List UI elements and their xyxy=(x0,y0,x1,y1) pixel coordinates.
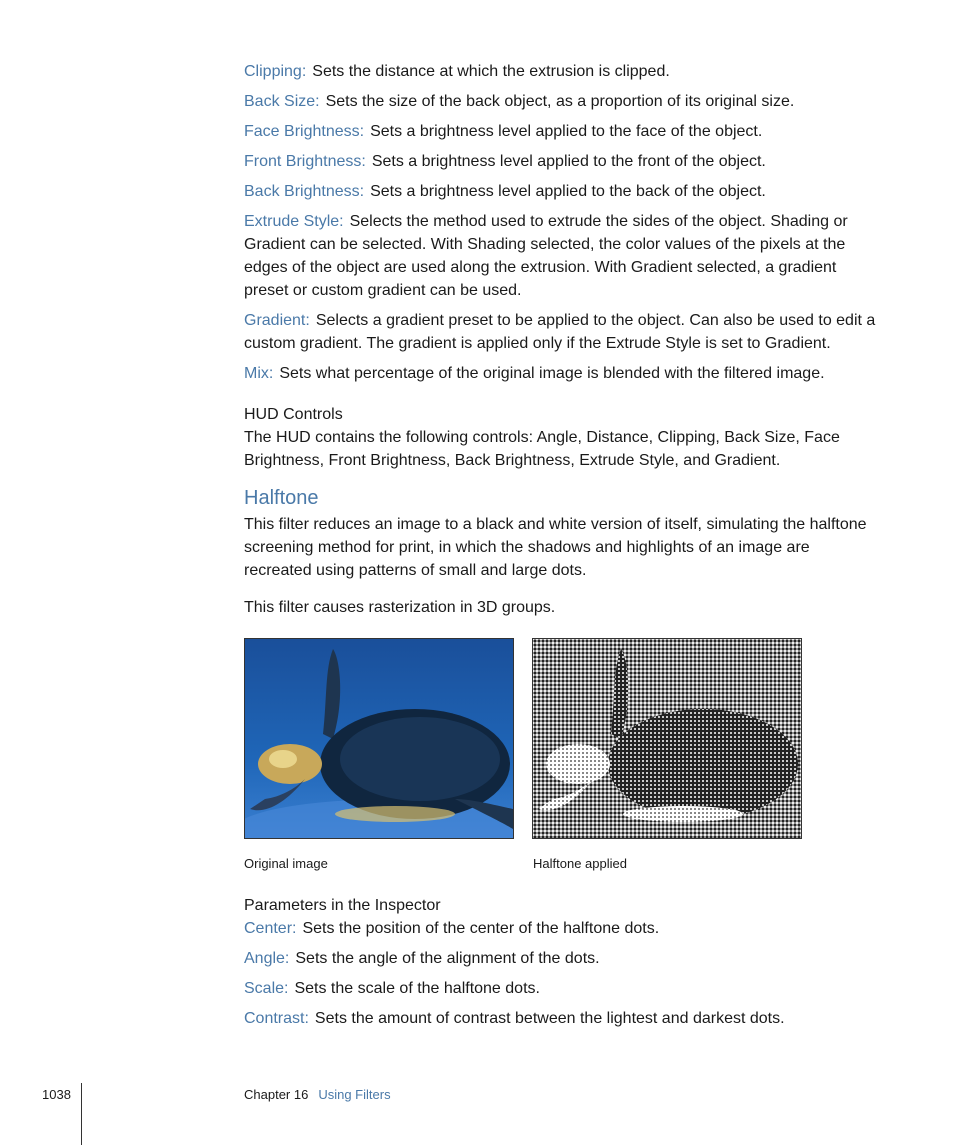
turtle-photo xyxy=(245,639,513,838)
footer-divider xyxy=(81,1083,82,1145)
param-term: Scale: xyxy=(244,980,289,997)
param-back-brightness xyxy=(244,180,876,203)
param-term: Face Brightness: xyxy=(244,123,365,140)
param-front-brightness xyxy=(244,150,876,173)
param-desc: Sets what percentage of the original image is blended with the filtered image. xyxy=(279,365,825,382)
param-desc: Sets the distance at which the extrusion is clipped. xyxy=(312,63,670,80)
inspector-heading: Parameters in the Inspector xyxy=(244,897,441,914)
param-desc: Sets the position of the center of the halftone dots. xyxy=(302,920,660,937)
param-term: Clipping: xyxy=(244,63,307,80)
param-center xyxy=(244,917,876,940)
param-term: Extrude Style: xyxy=(244,213,344,230)
param-gradient xyxy=(244,309,876,355)
param-desc: Sets a brightness level applied to the face of the object. xyxy=(370,123,763,140)
param-term: Angle: xyxy=(244,950,290,967)
hud-text: The HUD contains the following controls: Angle, Distance, Clipping, Back Size, Face Brightness, Front Brightness, Back Brightness, Extrude Style, and Gradient. xyxy=(244,429,840,469)
param-desc: Sets the scale of the halftone dots. xyxy=(294,980,540,997)
param-desc: Sets the angle of the alignment of the dots. xyxy=(295,950,600,967)
hud-heading: HUD Controls xyxy=(244,406,343,423)
halftone-photo xyxy=(533,639,801,838)
param-desc: Selects a gradient preset to be applied to the object. Can also be used to edit a custom gradient. The gradient is applied only if the Extrude Style is set to Gradient. xyxy=(244,312,876,352)
chapter-label: Chapter 16 xyxy=(244,1087,309,1102)
halftone-turtle-image xyxy=(532,638,802,839)
caption-original: Original image xyxy=(244,856,328,871)
param-mix xyxy=(244,362,876,385)
inspector-parameters xyxy=(244,894,876,1037)
param-contrast xyxy=(244,1007,876,1030)
param-term: Back Size: xyxy=(244,93,320,110)
chapter-title-link[interactable]: Using Filters xyxy=(318,1087,391,1102)
param-back-size xyxy=(244,90,876,113)
page-number: 1038 xyxy=(42,1087,71,1102)
param-desc: Sets the amount of contrast between the lightest and darkest dots. xyxy=(314,1010,785,1027)
section-title: Halftone xyxy=(244,487,319,509)
halftone-description: This filter reduces an image to a black and white version of itself, simulating the halftone screening method for print, in which the shadows and highlights of an image are recreated using patterns of small and large dots. xyxy=(244,516,867,579)
param-desc: Sets a brightness level applied to the back of the object. xyxy=(370,183,766,200)
main-content xyxy=(244,60,876,619)
param-desc: Sets a brightness level applied to the front of the object. xyxy=(371,153,766,170)
param-term: Front Brightness: xyxy=(244,153,366,170)
param-angle xyxy=(244,947,876,970)
param-extrude-style xyxy=(244,210,876,302)
caption-halftone: Halftone applied xyxy=(533,856,627,871)
param-desc: Selects the method used to extrude the sides of the object. Shading or Gradient can be selected. With Shading selected, the color values of the pixels at the edges of the object are used along the extrusion. With Gradient selected, a gradient preset or custom gradient can be used. xyxy=(244,213,848,299)
param-term: Mix: xyxy=(244,365,274,382)
param-desc: Sets the size of the back object, as a proportion of its original size. xyxy=(325,93,795,110)
halftone-note: This filter causes rasterization in 3D groups. xyxy=(244,599,556,616)
param-term: Gradient: xyxy=(244,312,310,329)
chapter-footer xyxy=(244,1087,391,1102)
param-scale xyxy=(244,977,876,1000)
param-term: Back Brightness: xyxy=(244,183,365,200)
param-clipping xyxy=(244,60,876,83)
param-term: Center: xyxy=(244,920,297,937)
param-term: Contrast: xyxy=(244,1010,309,1027)
param-face-brightness xyxy=(244,120,876,143)
original-turtle-image xyxy=(244,638,514,839)
